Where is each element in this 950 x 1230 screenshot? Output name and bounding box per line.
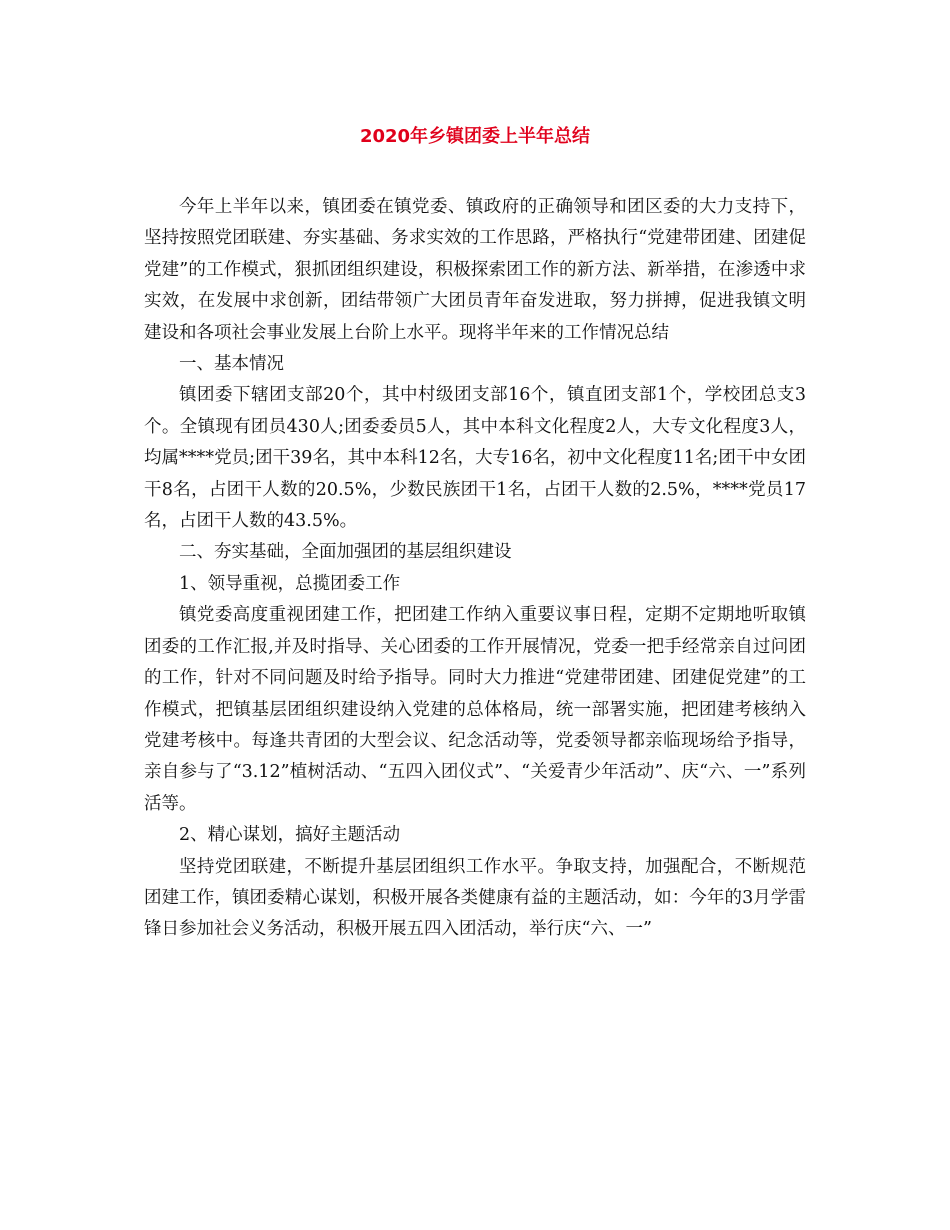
intro-paragraph: 今年上半年以来，镇团委在镇党委、镇政府的正确领导和团区委的大力支持下，坚持按照党团联建、夯实基础、务求实效的工作思路，严格执行“党建带团建、团建促党建”的工作模式，狠抓团组织建设，积极探索团工作的新方法、新举措，在渗透中求实效，在发展中求创新，团结带领广大团员青年奋发进取，努力拼搏，促进我镇文明建设和各项社会事业发展上台阶上水平。现将半年来的工作情况总结: [144, 197, 806, 343]
leadership-paragraph: 镇党委高度重视团建工作，把团建工作纳入重要议事日程，定期不定期地听取镇团委的工作汇报,并及时指导、关心团委的工作开展情况，党委一把手经常亲自过问团的工作，针对不同问题及时给予指导。同时大力推进“党建带团建、团建促党建”的工作模式，把镇基层团组织建设纳入党建的总体格局，统一部署实施，把团建考核纳入党建考核中。每逢共青团的大型会议、纪念活动等，党委领导都亲临现场给予指导，亲自参与了“3.12”植树活动、“五四入团仪式”、“关爱青少年活动”、庆“六、一”系列活等。: [144, 605, 806, 814]
subheading-activities: 2、精心谋划，搞好主题活动: [179, 825, 401, 846]
activities-paragraph: 坚持党团联建，不断提升基层团组织工作水平。争取支持，加强配合，不断规范团建工作，镇团委精心谋划，积极开展各类健康有益的主题活动，如：今年的3月学雷锋日参加社会义务活动，积极开展五四入团活动，举行庆“六、一”: [144, 856, 806, 940]
subheading-leadership: 1、领导重视，总揽团委工作: [179, 573, 401, 594]
basic-situation-paragraph: 镇团委下辖团支部20个，其中村级团支部16个，镇直团支部1个，学校团总支3个。全镇现有团员430人;团委委员5人，其中本科文化程度2人，大专文化程度3人，均属****党员;团干39名，其中本科12名，大专16名，初中文化程度11名;团干中女团干8名，占团干人数的20.5%，少数民族团干1名，占团干人数的2.5%，****党员17名，占团干人数的43.5%。: [144, 385, 806, 532]
section-heading-foundation: 二、夯实基础，全面加强团的基层组织建设: [179, 542, 512, 563]
document-body: [144, 192, 806, 946]
section-heading-basic-situation: 一、基本情况: [179, 354, 284, 375]
document-title: 2020年乡镇团委上半年总结: [359, 126, 591, 147]
